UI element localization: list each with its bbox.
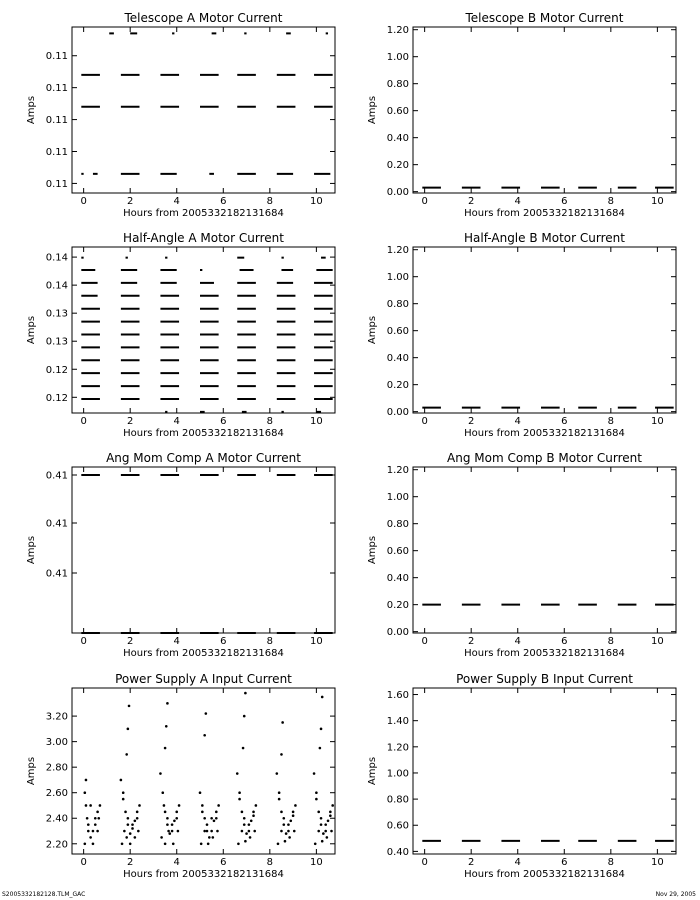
x-tick-label: 6 [561,416,568,427]
x-tick-label: 2 [467,416,475,427]
data-point [89,836,92,839]
chart-panel-3 [26,231,335,439]
data-point [160,836,163,839]
y-tick-label: 0.12 [45,364,68,376]
data-point [172,842,175,845]
y-tick-label: 1.60 [386,690,409,702]
data-point [134,836,137,839]
y-tick-label: 2.40 [45,813,68,825]
data-point [167,830,170,833]
data-point [314,842,317,845]
data-point [243,715,246,718]
y-tick-label: 0.11 [45,178,68,190]
plot-frame [413,467,676,633]
data-point [208,836,211,839]
data-point [244,692,247,695]
y-tick-label: 0.14 [45,252,68,264]
chart-title: Power Supply B Input Current [456,672,633,686]
x-tick-label: 8 [266,857,274,868]
data-point [165,725,168,728]
data-point [164,811,167,814]
y-axis-label: Amps [367,95,378,125]
chart-panel-6 [367,451,676,659]
data-point [319,747,322,750]
y-tick-label: 1.00 [386,492,409,504]
y-tick-label: 1.20 [386,465,409,477]
data-point [322,832,325,835]
y-tick-label: 2.60 [45,788,68,800]
data-point [87,823,90,826]
data-point [210,830,213,833]
y-tick-label: 0.00 [386,187,409,199]
x-axis-label: Hours from 2005332182131684 [464,869,625,880]
x-tick-label: 2 [126,857,134,868]
data-point [282,817,285,820]
x-tick-label: 8 [607,857,615,868]
data-point [245,832,248,835]
data-point [331,804,334,807]
data-point [216,830,219,833]
data-point [127,728,130,731]
plot-frame [72,688,335,854]
data-point [136,817,139,820]
data-point [201,804,204,807]
data-point [324,830,327,833]
data-point [292,811,295,814]
y-tick-label: 0.80 [386,79,409,91]
data-point [173,820,176,823]
data-point [253,830,256,833]
y-tick-label: 0.20 [386,380,409,392]
y-tick-label: 0.00 [386,627,409,639]
y-tick-label: 1.40 [386,716,409,728]
y-axis-label: Amps [367,535,378,565]
data-point [137,830,140,833]
x-tick-label: 10 [651,857,664,868]
data-point [289,820,292,823]
date-label: Nov 29, 2005 [655,891,696,898]
data-point [252,811,255,814]
x-axis-label: Hours from 2005332182131684 [123,208,284,219]
data-point [236,772,239,775]
x-tick-label: 6 [561,196,568,207]
data-point [320,817,323,820]
data-point [122,798,125,801]
x-tick-label: 10 [651,416,664,427]
y-tick-label: 0.11 [45,83,68,95]
data-point [280,830,283,833]
x-tick-label: 2 [126,636,134,647]
data-point [237,842,240,845]
plot-frame [413,688,676,854]
data-point [92,842,95,845]
y-axis-label: Amps [26,95,37,125]
x-tick-label: 0 [421,636,428,647]
data-point [238,798,241,801]
data-point [315,791,318,794]
y-tick-label: 0.13 [45,336,68,348]
data-point [206,823,209,826]
data-point [129,842,132,845]
y-axis-label: Amps [26,756,37,786]
x-tick-label: 4 [514,636,521,647]
y-tick-label: 0.80 [386,299,409,311]
y-axis-label: Amps [367,315,378,345]
data-point [244,840,247,843]
plot-frame [413,27,676,193]
plot-frame [72,247,335,413]
data-point [89,804,92,807]
x-tick-label: 8 [607,416,615,427]
x-tick-label: 4 [173,857,180,868]
data-point [136,811,139,814]
x-tick-label: 0 [421,196,428,207]
x-tick-label: 8 [607,636,615,647]
data-point [238,791,241,794]
data-point [255,804,258,807]
x-tick-label: 0 [80,196,87,207]
data-point [175,811,178,814]
data-point [120,779,123,782]
data-point [134,820,137,823]
chart-title: Half-Angle A Motor Current [123,231,284,245]
x-tick-label: 0 [421,416,428,427]
y-tick-label: 0.40 [386,133,409,145]
data-point [125,753,128,756]
x-tick-label: 4 [514,857,521,868]
chart-panel-8 [367,672,676,880]
data-point [250,820,253,823]
x-axis-label: Hours from 2005332182131684 [123,428,284,439]
x-axis-label: Hours from 2005332182131684 [464,428,625,439]
x-tick-label: 0 [421,857,428,868]
data-point [164,842,167,845]
x-tick-label: 8 [266,416,274,427]
y-tick-label: 0.60 [386,326,409,338]
data-point [159,772,162,775]
data-point [278,798,281,801]
data-point [288,836,291,839]
x-axis-label: Hours from 2005332182131684 [464,208,625,219]
data-point [317,811,320,814]
x-tick-label: 8 [266,196,274,207]
data-point [327,820,330,823]
data-point [330,830,333,833]
y-tick-label: 0.40 [386,573,409,585]
x-tick-label: 2 [126,416,134,427]
data-point [125,836,128,839]
x-tick-label: 6 [220,857,227,868]
data-point [122,791,125,794]
y-tick-label: 0.00 [386,407,409,419]
data-point [161,791,164,794]
data-point [203,817,206,820]
y-tick-label: 0.14 [45,280,68,292]
y-tick-label: 1.20 [386,25,409,37]
chart-title: Ang Mom Comp A Motor Current [106,451,301,465]
chart-title: Telescope B Motor Current [465,11,624,25]
x-tick-label: 10 [651,636,664,647]
x-tick-label: 2 [467,636,475,647]
x-tick-label: 2 [467,857,475,868]
data-point [280,811,283,814]
data-point [293,830,296,833]
data-point [199,791,202,794]
data-point [280,753,283,756]
data-point [168,832,171,835]
data-point [243,817,246,820]
data-point [127,823,130,826]
y-tick-label: 1.00 [386,272,409,284]
data-point [320,728,323,731]
chart-panel-4 [367,231,676,439]
data-point [321,840,324,843]
data-point [96,811,99,814]
y-tick-label: 1.00 [386,52,409,64]
x-tick-label: 8 [607,196,615,207]
data-point [131,823,134,826]
data-point [329,811,332,814]
chart-title: Power Supply A Input Current [115,672,292,686]
x-tick-label: 10 [651,196,664,207]
data-point [129,832,132,835]
data-point [164,747,167,750]
x-tick-label: 4 [173,196,180,207]
data-point [175,817,178,820]
chart-panel-5 [26,451,335,659]
y-tick-label: 0.80 [386,794,409,806]
y-tick-label: 2.20 [45,839,68,851]
data-point [99,804,102,807]
x-tick-label: 8 [266,636,274,647]
x-axis-label: Hours from 2005332182131684 [123,869,284,880]
data-point [166,823,169,826]
chart-title: Telescope A Motor Current [124,11,283,25]
x-axis-label: Hours from 2005332182131684 [123,648,284,659]
plot-frame [72,467,335,633]
data-point [127,817,130,820]
data-point [85,779,88,782]
y-tick-label: 0.60 [386,546,409,558]
data-point [138,804,141,807]
x-tick-label: 6 [561,636,568,647]
y-tick-label: 0.40 [386,353,409,365]
data-point [248,823,251,826]
y-tick-label: 0.60 [386,106,409,118]
x-tick-label: 0 [80,857,87,868]
data-point [243,823,246,826]
data-point [84,842,87,845]
x-tick-label: 4 [514,196,521,207]
x-tick-label: 10 [310,636,323,647]
chart-panel-1 [26,11,335,219]
data-point [206,830,209,833]
data-point [128,705,131,708]
x-tick-label: 10 [310,416,323,427]
data-point [241,830,244,833]
data-point [163,804,166,807]
data-point [203,734,206,737]
data-point [321,696,324,699]
y-tick-label: 0.80 [386,519,409,531]
x-tick-label: 6 [220,196,227,207]
data-point [203,830,206,833]
chart-panel-7 [26,672,335,880]
chart-panel-2 [367,11,676,219]
data-point [177,830,180,833]
x-tick-label: 0 [80,636,87,647]
data-point [97,817,100,820]
data-point [166,817,169,820]
data-point [320,823,323,826]
x-tick-label: 10 [310,857,323,868]
x-tick-label: 2 [126,196,134,207]
data-point [329,814,332,817]
data-point [281,721,284,724]
data-point [87,830,90,833]
data-point [210,817,213,820]
x-tick-label: 6 [220,636,227,647]
y-tick-label: 1.20 [386,742,409,754]
x-axis-label: Hours from 2005332182131684 [464,648,625,659]
data-point [207,842,210,845]
data-point [166,702,169,705]
x-tick-label: 4 [514,416,521,427]
data-point [248,830,251,833]
y-tick-label: 0.13 [45,308,68,320]
y-axis-label: Amps [26,535,37,565]
y-tick-label: 2.80 [45,762,68,774]
y-axis-label: Amps [367,756,378,786]
data-point [287,823,290,826]
y-axis-label: Amps [26,315,37,345]
y-tick-label: 0.12 [45,392,68,404]
file-name-label: S2005332182128.TLM_GAC [2,891,86,898]
data-point [313,772,316,775]
data-point [317,830,320,833]
data-point [96,830,99,833]
data-point [249,836,252,839]
x-tick-label: 4 [173,636,180,647]
data-point [178,804,181,807]
data-point [215,817,218,820]
x-tick-label: 10 [310,196,323,207]
y-tick-label: 0.11 [45,147,68,158]
x-tick-label: 2 [467,196,475,207]
data-point [252,814,255,817]
data-point [278,791,281,794]
data-point [215,811,218,814]
data-point [294,804,297,807]
data-point [94,823,97,826]
data-point [315,798,318,801]
data-point [201,811,204,814]
data-point [205,712,208,715]
chart-title: Half-Angle B Motor Current [464,231,625,245]
data-point [326,836,329,839]
y-tick-label: 0.40 [386,846,409,858]
data-point [287,830,290,833]
data-point [282,823,285,826]
y-tick-label: 3.00 [45,737,68,749]
y-tick-label: 0.11 [45,115,68,127]
data-point [277,842,280,845]
plot-frame [413,247,676,413]
y-tick-label: 0.60 [386,820,409,832]
data-point [242,747,245,750]
data-point [85,804,88,807]
x-tick-label: 4 [173,416,180,427]
data-point [241,811,244,814]
y-tick-label: 0.11 [45,51,68,63]
y-tick-label: 0.41 [45,518,68,530]
y-tick-label: 0.41 [45,568,68,580]
x-tick-label: 0 [80,416,87,427]
data-point [94,817,97,820]
data-point [86,817,89,820]
data-point [292,814,295,817]
chart-title: Ang Mom Comp B Motor Current [447,451,642,465]
data-point [217,804,220,807]
y-tick-label: 1.20 [386,245,409,257]
data-point [213,820,216,823]
data-point [171,823,174,826]
data-point [284,840,287,843]
data-point [276,772,279,775]
data-point [123,830,126,833]
y-tick-label: 0.41 [45,470,68,482]
y-tick-label: 0.20 [386,160,409,172]
data-point [171,830,174,833]
data-point [324,823,327,826]
data-point [124,811,127,814]
x-tick-label: 6 [561,857,568,868]
data-point [285,832,288,835]
y-tick-label: 0.20 [386,600,409,612]
y-tick-label: 3.20 [45,711,68,723]
data-point [131,827,134,830]
data-point [92,830,95,833]
data-point [84,791,87,794]
plot-frame [72,27,335,193]
data-point [121,842,124,845]
x-tick-label: 6 [220,416,227,427]
data-point [212,836,215,839]
y-tick-label: 1.00 [386,768,409,780]
data-point [200,842,203,845]
